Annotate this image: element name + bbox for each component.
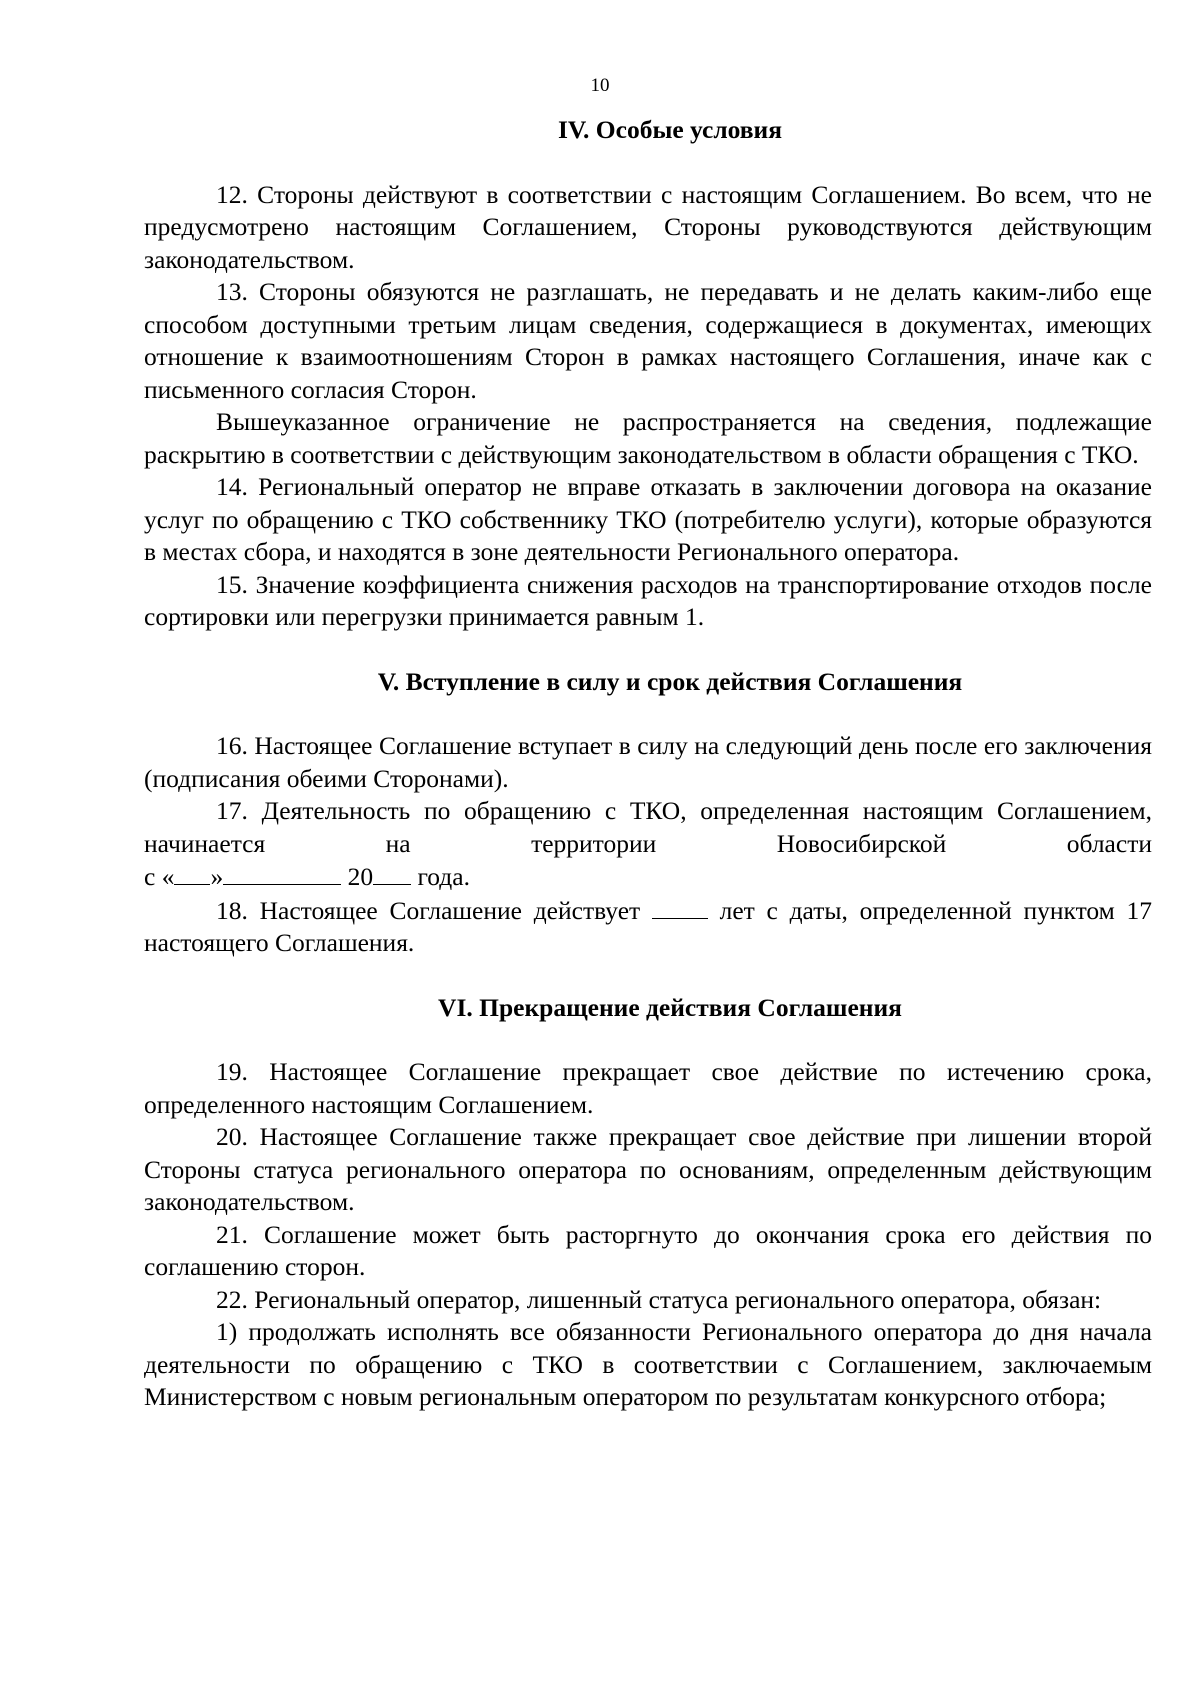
document-body	[144, 114, 1152, 1414]
day-blank	[174, 860, 210, 885]
section-6-heading: VI. Прекращение действия Соглашения	[438, 992, 902, 1022]
year-prefix: 20	[347, 862, 374, 891]
clause-22-item-1: 1) продолжать исполнять все обязанности Регионального оператора до дня начала деятельности по обращению с ТКО в соответствии с Соглашением, заключаемым Министерством с новым региональным оператором по результатам конкурсного отбора;	[144, 1317, 1152, 1411]
date-quote-close: »	[210, 862, 224, 891]
term-blank	[652, 894, 708, 919]
clause-21: 21. Соглашение может быть расторгнуто до окончания срока его действия по соглашению сторон.	[144, 1219, 1152, 1281]
clause-18	[144, 894, 1152, 960]
month-blank	[223, 860, 341, 885]
date-suffix: года.	[417, 862, 470, 891]
clause-14: 14. Региональный оператор не вправе отказать в заключении договора на оказание услуг по обращению с ТКО собственнику ТКО (потребителю услуги), которые образуются в местах сбора, и находятся в зоне деятельности Регионального оператора.	[144, 472, 1152, 566]
clause-16: 16. Настоящее Соглашение вступает в силу на следующий день после его заключения (подписания обеими Сторонами).	[144, 731, 1152, 793]
clause-15: 15. Значение коэффициента снижения расходов на транспортирование отходов после сортировки или перегрузки принимается равным 1.	[144, 569, 1152, 631]
clause-22: 22. Региональный оператор, лишенный статуса регионального оператора, обязан:	[216, 1284, 1102, 1314]
clause-18-part1: 18. Настоящее Соглашение действует	[216, 895, 641, 925]
clause-12: 12. Стороны действуют в соответствии с настоящим Соглашением. Во всем, что не предусмотрено настоящим Соглашением, Стороны руководствуются действующим законодательством.	[144, 179, 1152, 274]
clause-20: 20. Настоящее Соглашение также прекращает свое действие при лишении второй Стороны статуса регионального оператора по основаниям, определенным действующим законодательством.	[144, 1122, 1152, 1216]
clause-17-text: 17. Деятельность по обращению с ТКО, определенная настоящим Соглашением, начинается на территории Новосибирской области	[144, 796, 1152, 858]
clause-13-note: Вышеуказанное ограничение не распространяется на сведения, подлежащие раскрытию в соответствии с действующим законодательством в области обращения с ТКО.	[144, 407, 1152, 469]
clause-17	[144, 795, 1152, 860]
page-number: 10	[590, 75, 610, 96]
date-prefix: с «	[144, 862, 175, 891]
clause-19: 19. Настоящее Соглашение прекращает свое действие по истечению срока, определенного настоящим Соглашением.	[144, 1057, 1152, 1119]
clause-13: 13. Стороны обязуются не разглашать, не передавать и не делать каким-либо еще способом доступными третьим лицам сведения, содержащиеся в документах, имеющих отношение к взаимоотношениям Сторон в рамках настоящего Соглашения, иначе как с письменного согласия Сторон.	[144, 277, 1152, 404]
section-5-heading: V. Вступление в силу и срок действия Соглашения	[377, 666, 963, 696]
clause-17-date	[144, 860, 1152, 894]
year-blank	[373, 860, 411, 885]
clause-18-part2: лет с даты, определенной пунктом 17 настоящего Соглашения.	[144, 895, 1153, 957]
section-4-heading: IV. Особые условия	[557, 115, 783, 144]
